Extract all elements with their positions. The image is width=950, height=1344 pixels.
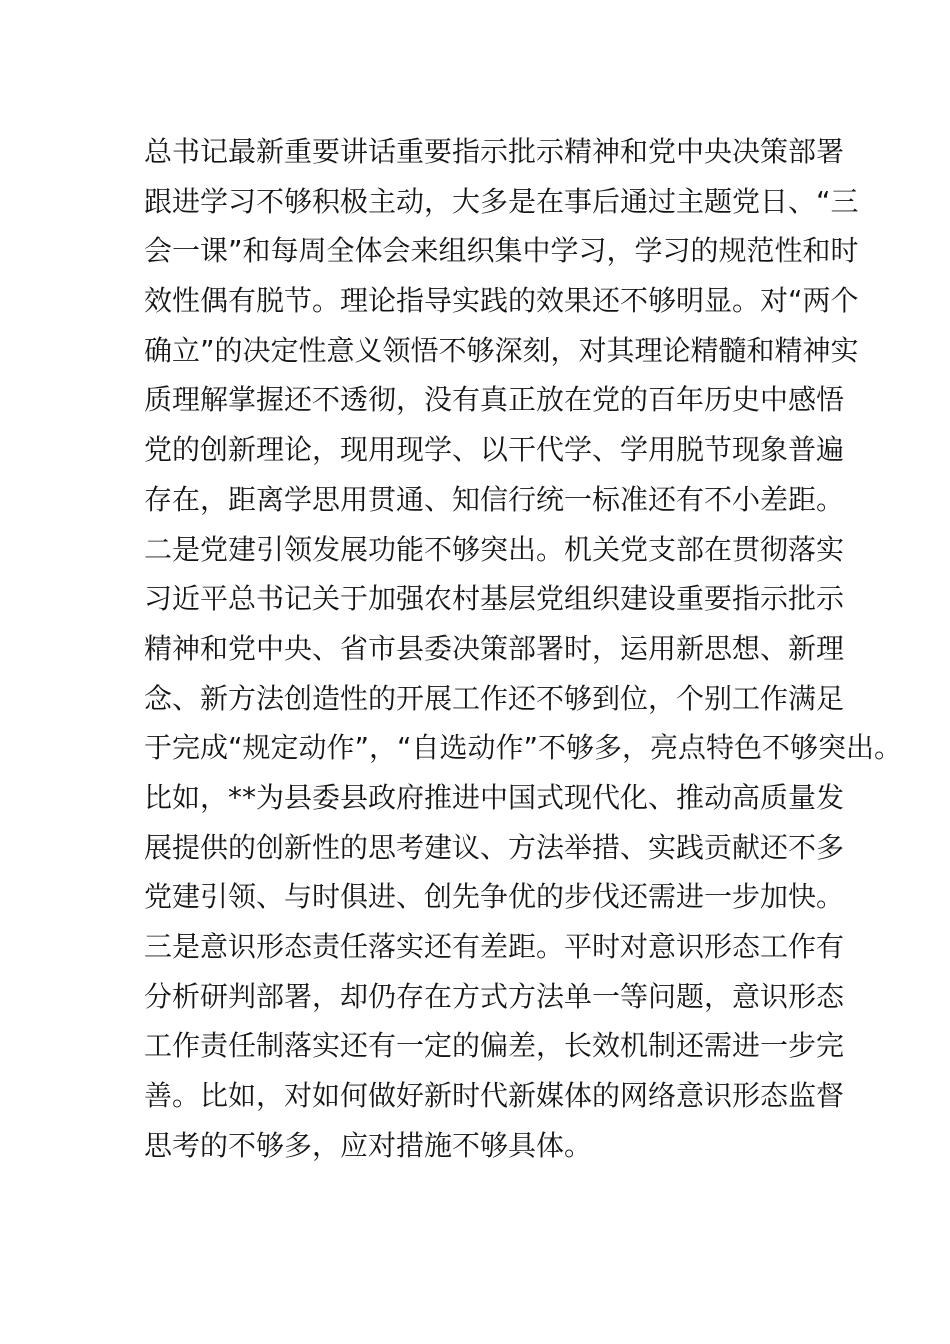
text-line: 二是党建引领发展功能不够突出。机关党支部在贯彻落实 xyxy=(144,532,845,566)
text-line: 习近平总书记关于加强农村基层党组织建设重要指示批示 xyxy=(144,582,845,616)
text-line: 党建引领、与时俱进、创先争优的步伐还需进一步加快。 xyxy=(144,880,845,914)
text-line: 工作责任制落实还有一定的偏差，长效机制还需进一步完 xyxy=(144,1029,845,1063)
text-line: 总书记最新重要讲话重要指示批示精神和党中央决策部署 xyxy=(144,135,845,168)
text-line: 质理解掌握还不透彻，没有真正放在党的百年历史中感悟 xyxy=(144,383,845,417)
text-line: 党的创新理论，现用现学、以干代学、学用脱节现象普遍 xyxy=(144,433,845,467)
text-line: 分析研判部署，却仍存在方式方法单一等问题，意识形态 xyxy=(144,979,845,1013)
text-line: 存在，距离学思用贯通、知信行统一标准还有不小差距。 xyxy=(144,482,845,516)
text-line: 跟进学习不够积极主动，大多是在事后通过主题党日、“三 xyxy=(144,184,859,218)
text-line: 比如，**为县委县政府推进中国式现代化、推动高质量发 xyxy=(144,780,845,814)
document-body xyxy=(144,127,903,1170)
text-line: 善。比如，对如何做好新时代新媒体的网络意识形态监督 xyxy=(144,1079,845,1113)
text-line: 精神和党中央、省市县委决策部署时，运用新思想、新理 xyxy=(144,631,845,665)
text-line: 确立”的决定性意义领悟不够深刻，对其理论精髓和精神实 xyxy=(144,333,859,367)
text-line: 会一课”和每周全体会来组织集中学习，学习的规范性和时 xyxy=(144,234,859,268)
text-line: 展提供的创新性的思考建议、方法举措、实践贡献还不多 xyxy=(144,830,845,864)
text-line: 三是意识形态责任落实还有差距。平时对意识形态工作有 xyxy=(144,930,845,963)
text-line: 念、新方法创造性的开展工作还不够到位，个别工作满足 xyxy=(144,681,845,715)
text-line: 于完成“规定动作”，“自选动作”不够多，亮点特色不够突出。 xyxy=(144,731,903,765)
text-line: 效性偶有脱节。理论指导实践的效果还不够明显。对“两个 xyxy=(144,284,859,318)
text-line: 思考的不够多，应对措施不够具体。 xyxy=(144,1128,593,1162)
